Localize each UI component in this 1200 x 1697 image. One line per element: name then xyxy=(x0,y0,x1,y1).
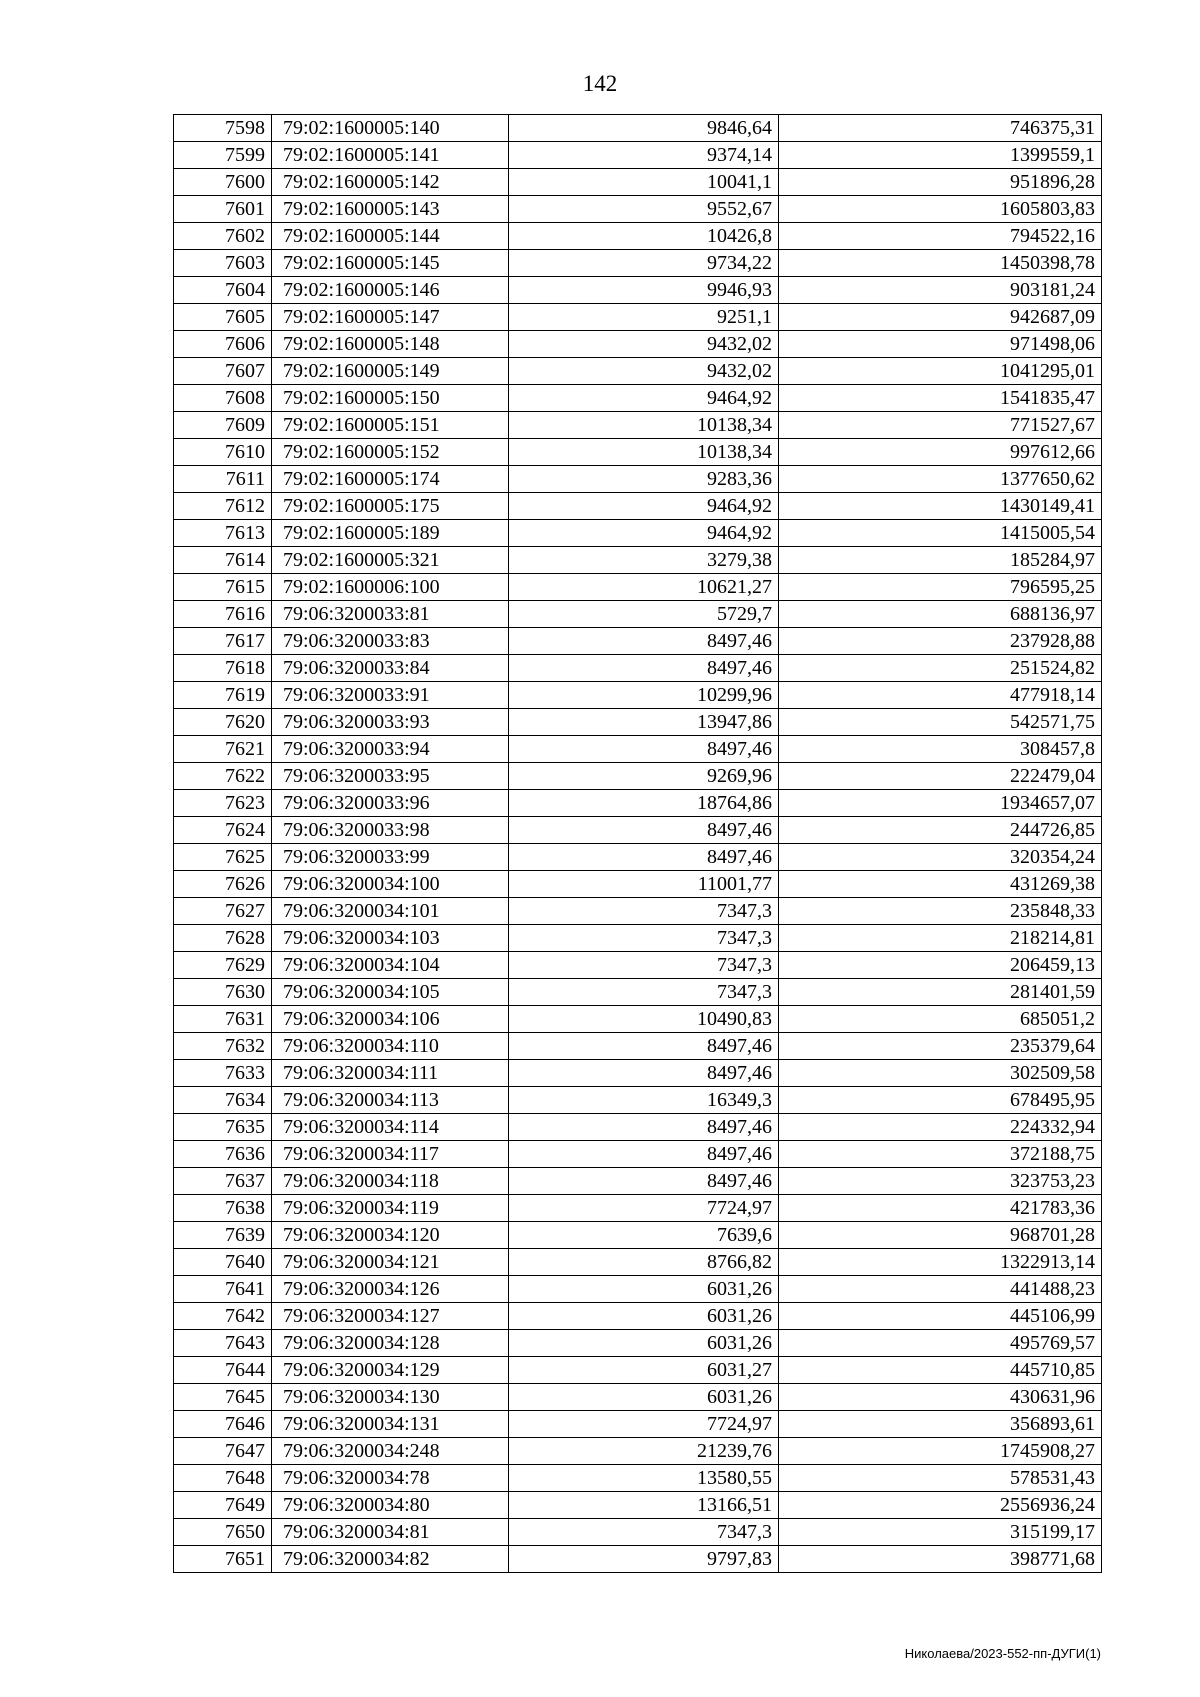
table-row xyxy=(174,898,1102,925)
table-row xyxy=(174,1060,1102,1087)
cadastral-number-cell: 79:02:1600006:100 xyxy=(272,574,509,601)
cadastral-number-cell: 79:02:1600005:151 xyxy=(272,412,509,439)
table-body xyxy=(174,115,1102,1573)
cadastral-number-cell: 79:06:3200034:126 xyxy=(272,1276,509,1303)
cadastral-number-cell: 79:06:3200033:95 xyxy=(272,763,509,790)
cadastral-value-cell: 2556936,24 xyxy=(779,1492,1102,1519)
area-cell: 9251,1 xyxy=(509,304,779,331)
cadastral-number-cell: 79:06:3200034:100 xyxy=(272,871,509,898)
cadastral-number-cell: 79:06:3200034:103 xyxy=(272,925,509,952)
cadastral-number-cell: 79:02:1600005:141 xyxy=(272,142,509,169)
row-number-cell: 7604 xyxy=(174,277,272,304)
table-row xyxy=(174,1249,1102,1276)
table-row xyxy=(174,979,1102,1006)
row-number-cell: 7642 xyxy=(174,1303,272,1330)
cadastral-value-cell: 971498,06 xyxy=(779,331,1102,358)
area-cell: 10138,34 xyxy=(509,439,779,466)
table-row xyxy=(174,493,1102,520)
table-row xyxy=(174,520,1102,547)
table-row xyxy=(174,574,1102,601)
table-row xyxy=(174,1195,1102,1222)
row-number-cell: 7618 xyxy=(174,655,272,682)
cadastral-value-cell: 968701,28 xyxy=(779,1222,1102,1249)
row-number-cell: 7629 xyxy=(174,952,272,979)
area-cell: 8766,82 xyxy=(509,1249,779,1276)
table-row xyxy=(174,1330,1102,1357)
cadastral-value-cell: 1399559,1 xyxy=(779,142,1102,169)
cadastral-number-cell: 79:02:1600005:146 xyxy=(272,277,509,304)
cadastral-value-cell: 206459,13 xyxy=(779,952,1102,979)
area-cell: 9464,92 xyxy=(509,493,779,520)
area-cell: 6031,27 xyxy=(509,1357,779,1384)
cadastral-number-cell: 79:06:3200033:81 xyxy=(272,601,509,628)
cadastral-number-cell: 79:06:3200034:121 xyxy=(272,1249,509,1276)
row-number-cell: 7609 xyxy=(174,412,272,439)
cadastral-number-cell: 79:06:3200034:117 xyxy=(272,1141,509,1168)
row-number-cell: 7632 xyxy=(174,1033,272,1060)
row-number-cell: 7603 xyxy=(174,250,272,277)
table-row xyxy=(174,1303,1102,1330)
cadastral-number-cell: 79:06:3200034:81 xyxy=(272,1519,509,1546)
table-row xyxy=(174,1492,1102,1519)
area-cell: 6031,26 xyxy=(509,1276,779,1303)
cadastral-number-cell: 79:06:3200034:128 xyxy=(272,1330,509,1357)
table-row xyxy=(174,196,1102,223)
row-number-cell: 7605 xyxy=(174,304,272,331)
row-number-cell: 7634 xyxy=(174,1087,272,1114)
area-cell: 21239,76 xyxy=(509,1438,779,1465)
row-number-cell: 7638 xyxy=(174,1195,272,1222)
cadastral-number-cell: 79:02:1600005:152 xyxy=(272,439,509,466)
cadastral-value-cell: 308457,8 xyxy=(779,736,1102,763)
cadastral-number-cell: 79:02:1600005:321 xyxy=(272,547,509,574)
row-number-cell: 7598 xyxy=(174,115,272,142)
cadastral-value-cell: 421783,36 xyxy=(779,1195,1102,1222)
cadastral-value-cell: 222479,04 xyxy=(779,763,1102,790)
area-cell: 13947,86 xyxy=(509,709,779,736)
area-cell: 10041,1 xyxy=(509,169,779,196)
cadastral-value-cell: 678495,95 xyxy=(779,1087,1102,1114)
area-cell: 9464,92 xyxy=(509,385,779,412)
row-number-cell: 7648 xyxy=(174,1465,272,1492)
cadastral-value-cell: 356893,61 xyxy=(779,1411,1102,1438)
cadastral-number-cell: 79:02:1600005:148 xyxy=(272,331,509,358)
row-number-cell: 7639 xyxy=(174,1222,272,1249)
cadastral-number-cell: 79:06:3200034:101 xyxy=(272,898,509,925)
table-row xyxy=(174,304,1102,331)
table-row xyxy=(174,952,1102,979)
area-cell: 8497,46 xyxy=(509,817,779,844)
row-number-cell: 7613 xyxy=(174,520,272,547)
cadastral-value-cell: 1745908,27 xyxy=(779,1438,1102,1465)
area-cell: 10138,34 xyxy=(509,412,779,439)
cadastral-value-cell: 320354,24 xyxy=(779,844,1102,871)
cadastral-value-cell: 1430149,41 xyxy=(779,493,1102,520)
cadastral-value-cell: 235379,64 xyxy=(779,1033,1102,1060)
cadastral-value-cell: 942687,09 xyxy=(779,304,1102,331)
cadastral-number-cell: 79:06:3200034:104 xyxy=(272,952,509,979)
cadastral-number-cell: 79:06:3200034:106 xyxy=(272,1006,509,1033)
cadastral-value-cell: 430631,96 xyxy=(779,1384,1102,1411)
area-cell: 10426,8 xyxy=(509,223,779,250)
cadastral-number-cell: 79:06:3200034:111 xyxy=(272,1060,509,1087)
cadastral-number-cell: 79:06:3200034:130 xyxy=(272,1384,509,1411)
cadastral-value-cell: 445106,99 xyxy=(779,1303,1102,1330)
table-row xyxy=(174,331,1102,358)
table-row xyxy=(174,277,1102,304)
row-number-cell: 7626 xyxy=(174,871,272,898)
row-number-cell: 7621 xyxy=(174,736,272,763)
table-row xyxy=(174,1033,1102,1060)
cadastral-value-cell: 244726,85 xyxy=(779,817,1102,844)
area-cell: 9846,64 xyxy=(509,115,779,142)
row-number-cell: 7635 xyxy=(174,1114,272,1141)
cadastral-number-cell: 79:02:1600005:145 xyxy=(272,250,509,277)
cadastral-number-cell: 79:06:3200034:105 xyxy=(272,979,509,1006)
row-number-cell: 7631 xyxy=(174,1006,272,1033)
table-row xyxy=(174,1438,1102,1465)
cadastral-value-cell: 903181,24 xyxy=(779,277,1102,304)
row-number-cell: 7644 xyxy=(174,1357,272,1384)
table-row xyxy=(174,1141,1102,1168)
table-row xyxy=(174,628,1102,655)
table-row xyxy=(174,1357,1102,1384)
cadastral-number-cell: 79:02:1600005:174 xyxy=(272,466,509,493)
area-cell: 9552,67 xyxy=(509,196,779,223)
row-number-cell: 7615 xyxy=(174,574,272,601)
area-cell: 6031,26 xyxy=(509,1303,779,1330)
cadastral-value-cell: 251524,82 xyxy=(779,655,1102,682)
area-cell: 10299,96 xyxy=(509,682,779,709)
cadastral-value-cell: 235848,33 xyxy=(779,898,1102,925)
cadastral-number-cell: 79:06:3200034:78 xyxy=(272,1465,509,1492)
row-number-cell: 7610 xyxy=(174,439,272,466)
row-number-cell: 7640 xyxy=(174,1249,272,1276)
cadastral-number-cell: 79:06:3200034:113 xyxy=(272,1087,509,1114)
table-row xyxy=(174,871,1102,898)
table-row xyxy=(174,385,1102,412)
document-reference: Николаева/2023-552-пп-ДУГИ(1) xyxy=(904,1646,1101,1661)
table-row xyxy=(174,466,1102,493)
area-cell: 9269,96 xyxy=(509,763,779,790)
table-row xyxy=(174,1546,1102,1573)
cadastral-number-cell: 79:06:3200034:131 xyxy=(272,1411,509,1438)
area-cell: 9374,14 xyxy=(509,142,779,169)
cadastral-value-cell: 578531,43 xyxy=(779,1465,1102,1492)
cadastral-number-cell: 79:06:3200034:119 xyxy=(272,1195,509,1222)
table-row xyxy=(174,1087,1102,1114)
area-cell: 6031,26 xyxy=(509,1330,779,1357)
cadastral-number-cell: 79:06:3200033:83 xyxy=(272,628,509,655)
area-cell: 11001,77 xyxy=(509,871,779,898)
area-cell: 16349,3 xyxy=(509,1087,779,1114)
cadastral-value-cell: 796595,25 xyxy=(779,574,1102,601)
row-number-cell: 7643 xyxy=(174,1330,272,1357)
cadastral-number-cell: 79:06:3200034:120 xyxy=(272,1222,509,1249)
cadastral-value-cell: 237928,88 xyxy=(779,628,1102,655)
cadastral-value-cell: 1605803,83 xyxy=(779,196,1102,223)
table-row xyxy=(174,1114,1102,1141)
cadastral-number-cell: 79:06:3200034:118 xyxy=(272,1168,509,1195)
area-cell: 7347,3 xyxy=(509,1519,779,1546)
row-number-cell: 7633 xyxy=(174,1060,272,1087)
cadastral-number-cell: 79:06:3200034:248 xyxy=(272,1438,509,1465)
area-cell: 7724,97 xyxy=(509,1411,779,1438)
table-row xyxy=(174,250,1102,277)
row-number-cell: 7602 xyxy=(174,223,272,250)
row-number-cell: 7606 xyxy=(174,331,272,358)
cadastral-number-cell: 79:02:1600005:189 xyxy=(272,520,509,547)
area-cell: 6031,26 xyxy=(509,1384,779,1411)
cadastral-value-cell: 688136,97 xyxy=(779,601,1102,628)
cadastral-value-cell: 218214,81 xyxy=(779,925,1102,952)
row-number-cell: 7646 xyxy=(174,1411,272,1438)
cadastral-number-cell: 79:02:1600005:150 xyxy=(272,385,509,412)
table-row xyxy=(174,1411,1102,1438)
cadastral-number-cell: 79:02:1600005:175 xyxy=(272,493,509,520)
area-cell: 7347,3 xyxy=(509,925,779,952)
row-number-cell: 7611 xyxy=(174,466,272,493)
row-number-cell: 7650 xyxy=(174,1519,272,1546)
area-cell: 8497,46 xyxy=(509,1168,779,1195)
cadastral-value-cell: 398771,68 xyxy=(779,1546,1102,1573)
table-row xyxy=(174,439,1102,466)
area-cell: 8497,46 xyxy=(509,844,779,871)
area-cell: 9734,22 xyxy=(509,250,779,277)
table-row xyxy=(174,736,1102,763)
row-number-cell: 7616 xyxy=(174,601,272,628)
table-row xyxy=(174,142,1102,169)
table-row xyxy=(174,358,1102,385)
cadastral-value-cell: 185284,97 xyxy=(779,547,1102,574)
cadastral-value-table xyxy=(173,114,1102,1573)
table-row xyxy=(174,1168,1102,1195)
row-number-cell: 7619 xyxy=(174,682,272,709)
row-number-cell: 7625 xyxy=(174,844,272,871)
row-number-cell: 7600 xyxy=(174,169,272,196)
cadastral-number-cell: 79:02:1600005:142 xyxy=(272,169,509,196)
row-number-cell: 7614 xyxy=(174,547,272,574)
row-number-cell: 7599 xyxy=(174,142,272,169)
row-number-cell: 7636 xyxy=(174,1141,272,1168)
cadastral-number-cell: 79:06:3200033:91 xyxy=(272,682,509,709)
cadastral-number-cell: 79:06:3200034:80 xyxy=(272,1492,509,1519)
table-row xyxy=(174,115,1102,142)
cadastral-number-cell: 79:06:3200034:110 xyxy=(272,1033,509,1060)
table-row xyxy=(174,817,1102,844)
row-number-cell: 7617 xyxy=(174,628,272,655)
row-number-cell: 7601 xyxy=(174,196,272,223)
cadastral-value-cell: 771527,67 xyxy=(779,412,1102,439)
table-row xyxy=(174,1006,1102,1033)
cadastral-number-cell: 79:06:3200033:98 xyxy=(272,817,509,844)
cadastral-number-cell: 79:06:3200034:127 xyxy=(272,1303,509,1330)
cadastral-value-cell: 315199,17 xyxy=(779,1519,1102,1546)
cadastral-value-cell: 685051,2 xyxy=(779,1006,1102,1033)
cadastral-number-cell: 79:06:3200033:93 xyxy=(272,709,509,736)
cadastral-number-cell: 79:02:1600005:143 xyxy=(272,196,509,223)
row-number-cell: 7608 xyxy=(174,385,272,412)
cadastral-number-cell: 79:06:3200034:82 xyxy=(272,1546,509,1573)
table-row xyxy=(174,925,1102,952)
area-cell: 9283,36 xyxy=(509,466,779,493)
area-cell: 8497,46 xyxy=(509,628,779,655)
area-cell: 10621,27 xyxy=(509,574,779,601)
row-number-cell: 7623 xyxy=(174,790,272,817)
area-cell: 13166,51 xyxy=(509,1492,779,1519)
cadastral-number-cell: 79:06:3200033:94 xyxy=(272,736,509,763)
cadastral-value-cell: 323753,23 xyxy=(779,1168,1102,1195)
cadastral-value-cell: 542571,75 xyxy=(779,709,1102,736)
cadastral-value-cell: 281401,59 xyxy=(779,979,1102,1006)
table-row xyxy=(174,763,1102,790)
table-row xyxy=(174,709,1102,736)
table-row xyxy=(174,1222,1102,1249)
table-row xyxy=(174,1465,1102,1492)
area-cell: 7724,97 xyxy=(509,1195,779,1222)
cadastral-value-cell: 445710,85 xyxy=(779,1357,1102,1384)
table-row xyxy=(174,790,1102,817)
area-cell: 5729,7 xyxy=(509,601,779,628)
cadastral-value-cell: 477918,14 xyxy=(779,682,1102,709)
area-cell: 8497,46 xyxy=(509,1141,779,1168)
row-number-cell: 7651 xyxy=(174,1546,272,1573)
area-cell: 13580,55 xyxy=(509,1465,779,1492)
table-row xyxy=(174,682,1102,709)
cadastral-value-cell: 1415005,54 xyxy=(779,520,1102,547)
area-cell: 7347,3 xyxy=(509,898,779,925)
row-number-cell: 7647 xyxy=(174,1438,272,1465)
cadastral-number-cell: 79:06:3200034:129 xyxy=(272,1357,509,1384)
cadastral-number-cell: 79:06:3200033:84 xyxy=(272,655,509,682)
cadastral-value-cell: 1322913,14 xyxy=(779,1249,1102,1276)
area-cell: 9946,93 xyxy=(509,277,779,304)
row-number-cell: 7612 xyxy=(174,493,272,520)
cadastral-value-cell: 951896,28 xyxy=(779,169,1102,196)
area-cell: 18764,86 xyxy=(509,790,779,817)
table-row xyxy=(174,412,1102,439)
cadastral-value-cell: 441488,23 xyxy=(779,1276,1102,1303)
row-number-cell: 7622 xyxy=(174,763,272,790)
table-row xyxy=(174,169,1102,196)
cadastral-value-cell: 1377650,62 xyxy=(779,466,1102,493)
area-cell: 7347,3 xyxy=(509,979,779,1006)
area-cell: 9432,02 xyxy=(509,358,779,385)
cadastral-value-cell: 794522,16 xyxy=(779,223,1102,250)
cadastral-number-cell: 79:02:1600005:147 xyxy=(272,304,509,331)
area-cell: 9432,02 xyxy=(509,331,779,358)
row-number-cell: 7620 xyxy=(174,709,272,736)
cadastral-number-cell: 79:06:3200033:96 xyxy=(272,790,509,817)
table-row xyxy=(174,547,1102,574)
cadastral-number-cell: 79:06:3200033:99 xyxy=(272,844,509,871)
area-cell: 10490,83 xyxy=(509,1006,779,1033)
row-number-cell: 7645 xyxy=(174,1384,272,1411)
cadastral-value-cell: 431269,38 xyxy=(779,871,1102,898)
row-number-cell: 7607 xyxy=(174,358,272,385)
table-row xyxy=(174,223,1102,250)
table-row xyxy=(174,1384,1102,1411)
row-number-cell: 7641 xyxy=(174,1276,272,1303)
cadastral-number-cell: 79:06:3200034:114 xyxy=(272,1114,509,1141)
area-cell: 8497,46 xyxy=(509,1033,779,1060)
area-cell: 8497,46 xyxy=(509,655,779,682)
area-cell: 8497,46 xyxy=(509,1060,779,1087)
table-row xyxy=(174,601,1102,628)
area-cell: 8497,46 xyxy=(509,1114,779,1141)
cadastral-value-cell: 372188,75 xyxy=(779,1141,1102,1168)
cadastral-value-cell: 224332,94 xyxy=(779,1114,1102,1141)
cadastral-number-cell: 79:02:1600005:144 xyxy=(272,223,509,250)
cadastral-value-cell: 1934657,07 xyxy=(779,790,1102,817)
area-cell: 7639,6 xyxy=(509,1222,779,1249)
page-number: 142 xyxy=(582,71,618,96)
table-row xyxy=(174,1276,1102,1303)
cadastral-value-cell: 1041295,01 xyxy=(779,358,1102,385)
row-number-cell: 7624 xyxy=(174,817,272,844)
cadastral-value-cell: 746375,31 xyxy=(779,115,1102,142)
cadastral-value-cell: 302509,58 xyxy=(779,1060,1102,1087)
cadastral-value-cell: 1541835,47 xyxy=(779,385,1102,412)
area-cell: 9797,83 xyxy=(509,1546,779,1573)
table-row xyxy=(174,1519,1102,1546)
cadastral-value-cell: 1450398,78 xyxy=(779,250,1102,277)
row-number-cell: 7628 xyxy=(174,925,272,952)
cadastral-value-cell: 997612,66 xyxy=(779,439,1102,466)
table-row xyxy=(174,655,1102,682)
area-cell: 9464,92 xyxy=(509,520,779,547)
row-number-cell: 7627 xyxy=(174,898,272,925)
cadastral-number-cell: 79:02:1600005:149 xyxy=(272,358,509,385)
table-row xyxy=(174,844,1102,871)
row-number-cell: 7630 xyxy=(174,979,272,1006)
area-cell: 3279,38 xyxy=(509,547,779,574)
area-cell: 8497,46 xyxy=(509,736,779,763)
row-number-cell: 7649 xyxy=(174,1492,272,1519)
cadastral-value-cell: 495769,57 xyxy=(779,1330,1102,1357)
cadastral-number-cell: 79:02:1600005:140 xyxy=(272,115,509,142)
area-cell: 7347,3 xyxy=(509,952,779,979)
row-number-cell: 7637 xyxy=(174,1168,272,1195)
